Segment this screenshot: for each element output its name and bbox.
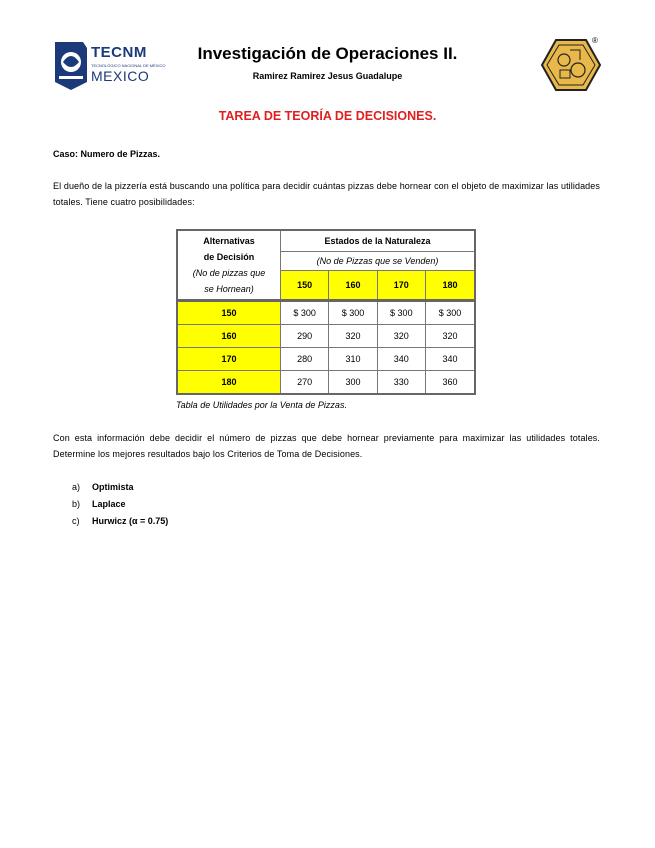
table-row <box>177 371 475 395</box>
row-label: 150 <box>177 301 281 325</box>
row-label: 170 <box>177 348 281 371</box>
states-subheader: (No de Pizzas que se Venden) <box>281 252 476 271</box>
course-title: Investigación de Operaciones II. <box>197 44 458 63</box>
task-title: TAREA DE TEORÍA DE DECISIONES. <box>218 109 437 123</box>
list-item <box>72 479 168 496</box>
list-marker: b) <box>72 499 81 509</box>
row-label: 180 <box>177 371 281 395</box>
table-cell: 320 <box>377 325 425 348</box>
criterion-text: Optimista <box>92 482 134 492</box>
table-cell: 280 <box>281 348 329 371</box>
table-cell: 340 <box>425 348 475 371</box>
table-cell: 300 <box>329 371 377 395</box>
states-header: Estados de la Naturaleza <box>281 230 476 252</box>
table-cell: 310 <box>329 348 377 371</box>
author-name: Ramirez Ramirez Jesus Guadalupe <box>252 71 403 81</box>
payoff-table <box>176 229 476 395</box>
alternatives-header <box>177 230 281 301</box>
case-label: Caso: Numero de Pizzas. <box>53 149 161 159</box>
tecnm-logo-subtext: TECNOLÓGICO NACIONAL DE MÉXICO <box>91 63 166 68</box>
column-header: 160 <box>329 271 377 301</box>
table-row <box>177 301 475 325</box>
table-cell: 270 <box>281 371 329 395</box>
list-item <box>72 496 168 513</box>
table-cell: $ 300 <box>329 301 377 325</box>
alternatives-header-line3: (No de pizzas que <box>192 268 266 278</box>
list-item <box>72 513 168 530</box>
table-cell: $ 300 <box>281 301 329 325</box>
criterion-text: Hurwicz (α = 0.75) <box>92 516 169 526</box>
table-cell: $ 300 <box>377 301 425 325</box>
intro-paragraph: El dueño de la pizzería está buscando una política para decidir cuántas pizzas debe hornear con el objeto de maximizar las utilidades totales. Tiene cuatro posibilidades: <box>53 181 600 207</box>
column-header: 150 <box>281 271 329 301</box>
table-row <box>177 325 475 348</box>
table-caption: Tabla de Utilidades por la Venta de Pizzas. <box>176 400 347 410</box>
table-cell: 360 <box>425 371 475 395</box>
table-cell: 320 <box>329 325 377 348</box>
alternatives-header-line1: Alternativas <box>203 236 255 246</box>
criteria-list <box>72 479 168 530</box>
mexico-logo-text: MEXICO <box>91 68 150 84</box>
alternatives-header-line4: se Hornean) <box>204 284 254 294</box>
alternatives-header-line2: de Decisión <box>203 252 255 262</box>
table-row <box>177 348 475 371</box>
registered-mark: ® <box>592 36 598 45</box>
tecnm-logo-text: TECNM <box>91 44 147 61</box>
list-marker: c) <box>72 516 80 526</box>
criterion-text: Laplace <box>92 499 126 509</box>
table-cell: 340 <box>377 348 425 371</box>
list-marker: a) <box>72 482 81 492</box>
column-header: 170 <box>377 271 425 301</box>
table-cell: 330 <box>377 371 425 395</box>
instructions-paragraph: Con esta información debe decidir el número de pizzas que debe hornear previamente para maximizar las utilidades totales. Determine los mejores resultados bajo los Criterios de Toma de Decisiones. <box>53 433 600 459</box>
column-header: 180 <box>425 271 475 301</box>
table-cell: $ 300 <box>425 301 475 325</box>
table-cell: 290 <box>281 325 329 348</box>
table-cell: 320 <box>425 325 475 348</box>
row-label: 160 <box>177 325 281 348</box>
